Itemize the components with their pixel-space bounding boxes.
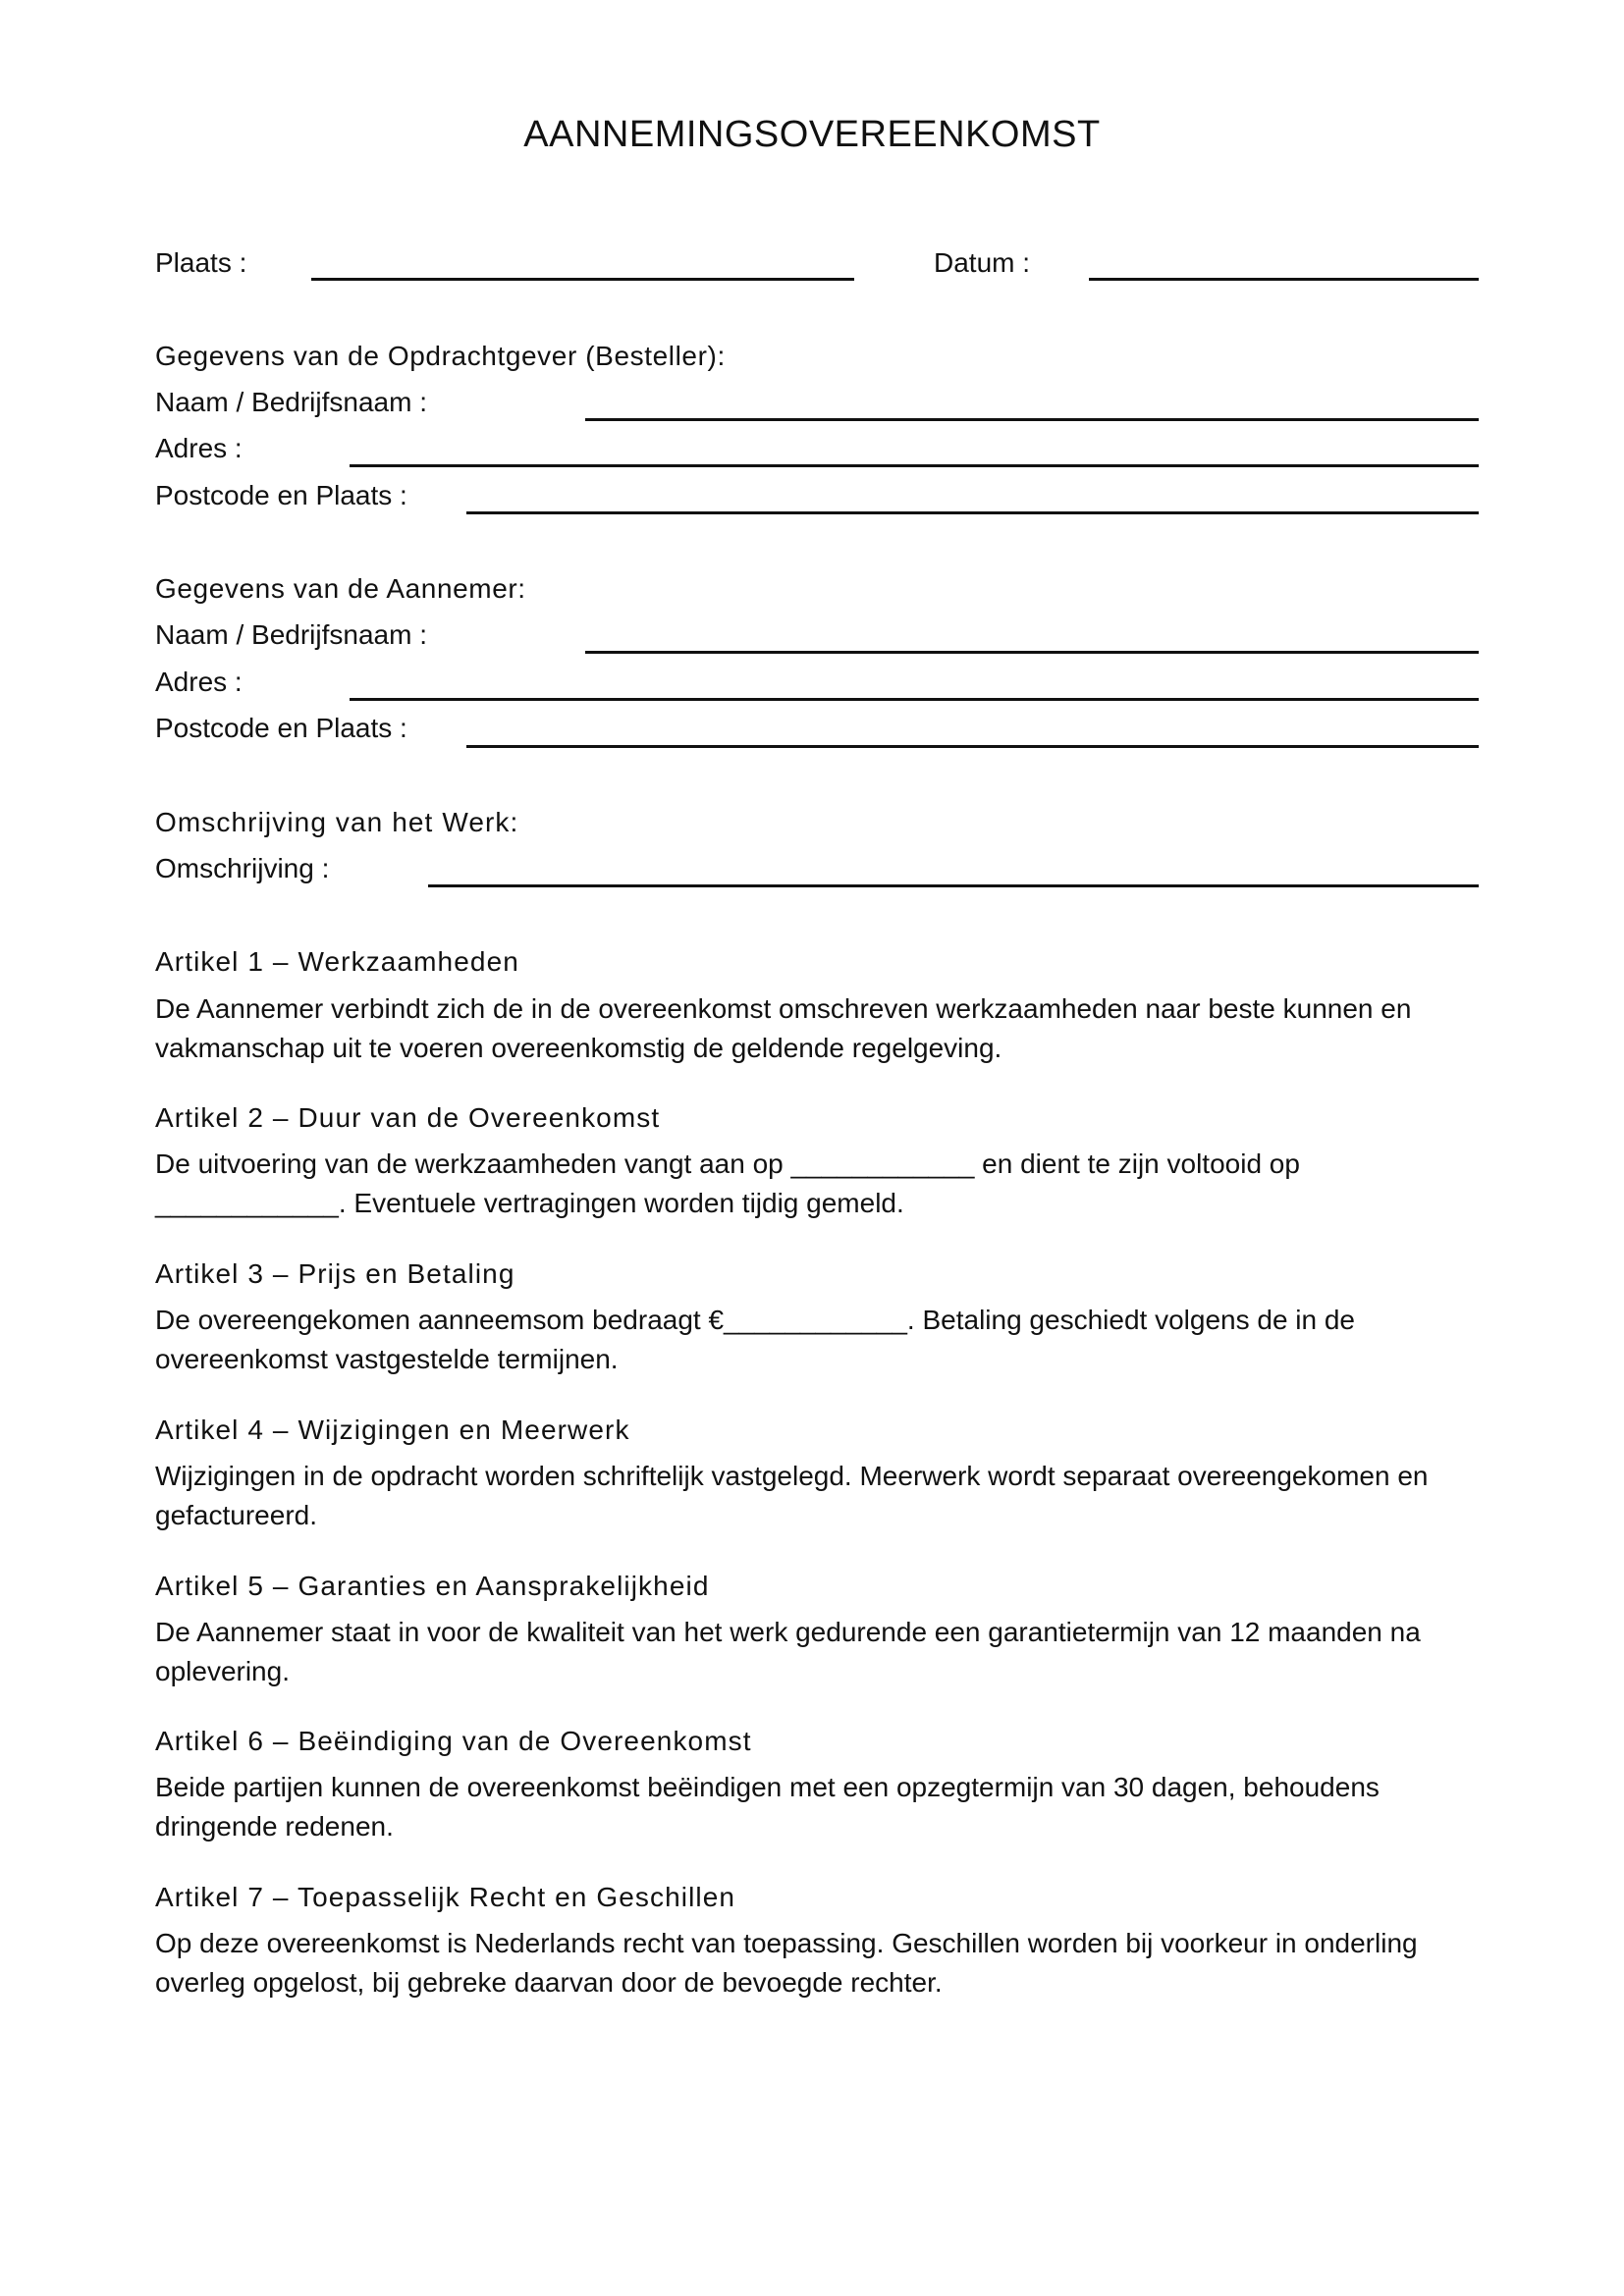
client-name-field[interactable] — [585, 418, 1479, 421]
article-1-line-1: De Aannemer verbindt zich de in de overeenkomst omschreven werkzaamheden naar beste kunnen en — [155, 993, 1412, 1024]
article-2-line-1: De uitvoering van de werkzaamheden vangt aan op ____________ en dient te zijn voltooid op — [155, 1148, 1300, 1179]
article-2-heading: Artikel 2 – Duur van de Overeenkomst — [155, 1102, 661, 1133]
article-7-heading: Artikel 7 – Toepasselijk Recht en Geschillen — [155, 1882, 736, 1912]
date-label: Datum : — [934, 247, 1031, 278]
document-title: AANNEMINGSOVEREENKOMST — [523, 114, 1101, 155]
article-5-heading: Artikel 5 – Garanties en Aansprakelijkheid — [155, 1571, 710, 1601]
article-6-line-2: dringende redenen. — [155, 1811, 394, 1842]
article-5-line-1: De Aannemer staat in voor de kwaliteit van het werk gedurende een garantietermijn van 12 maanden na — [155, 1617, 1421, 1647]
article-4-text — [155, 1457, 1490, 1535]
client-address-label: Adres : — [155, 433, 243, 463]
date-field[interactable] — [1089, 278, 1479, 281]
article-6-heading: Artikel 6 – Beëindiging van de Overeenkomst — [155, 1726, 752, 1756]
contractor-postcode-field[interactable] — [466, 745, 1479, 748]
article-6-line-1: Beide partijen kunnen de overeenkomst beëindigen met een opzegtermijn van 30 dagen, behoudens — [155, 1772, 1380, 1802]
client-name-label: Naam / Bedrijfsnaam : — [155, 387, 427, 417]
client-postcode-field[interactable] — [466, 511, 1479, 514]
article-4-line-2: gefactureerd. — [155, 1500, 317, 1530]
article-3-text — [155, 1301, 1490, 1379]
contractor-address-field[interactable] — [350, 698, 1479, 701]
contractor-postcode-label: Postcode en Plaats : — [155, 713, 407, 743]
place-label: Plaats : — [155, 247, 247, 278]
contractor-address-label: Adres : — [155, 667, 243, 697]
article-6-text — [155, 1768, 1490, 1846]
article-7-line-1: Op deze overeenkomst is Nederlands recht van toepassing. Geschillen worden bij voorkeur in onderling — [155, 1928, 1418, 1958]
work-description-label: Omschrijving : — [155, 853, 330, 883]
article-3-heading: Artikel 3 – Prijs en Betaling — [155, 1258, 515, 1289]
article-5-line-2: oplevering. — [155, 1656, 290, 1686]
contractor-section-heading: Gegevens van de Aannemer: — [155, 573, 526, 604]
article-7-line-2: overleg opgelost, bij gebreke daarvan door de bevoegde rechter. — [155, 1967, 943, 1998]
contractor-name-field[interactable] — [585, 651, 1479, 654]
work-section-heading: Omschrijving van het Werk: — [155, 807, 519, 837]
client-section-heading: Gegevens van de Opdrachtgever (Besteller): — [155, 341, 726, 371]
client-postcode-label: Postcode en Plaats : — [155, 480, 407, 510]
article-4-heading: Artikel 4 – Wijzigingen en Meerwerk — [155, 1415, 630, 1445]
article-3-line-1: De overeengekomen aanneemsom bedraagt €____________. Betaling geschiedt volgens de in de — [155, 1305, 1356, 1335]
client-address-field[interactable] — [350, 464, 1479, 467]
work-description-field[interactable] — [428, 884, 1479, 887]
place-field[interactable] — [311, 278, 854, 281]
article-2-line-2: ____________. Eventuele vertragingen worden tijdig gemeld. — [155, 1188, 904, 1218]
article-7-text — [155, 1924, 1490, 2002]
article-3-line-2: overeenkomst vastgestelde termijnen. — [155, 1344, 619, 1374]
article-1-heading: Artikel 1 – Werkzaamheden — [155, 946, 519, 977]
article-2-text — [155, 1145, 1490, 1223]
article-4-line-1: Wijzigingen in de opdracht worden schriftelijk vastgelegd. Meerwerk wordt separaat overeengekomen en — [155, 1461, 1429, 1491]
article-1-line-2: vakmanschap uit te voeren overeenkomstig de geldende regelgeving. — [155, 1033, 1002, 1063]
contractor-name-label: Naam / Bedrijfsnaam : — [155, 619, 427, 650]
article-5-text — [155, 1613, 1490, 1691]
article-1-text — [155, 989, 1490, 1068]
